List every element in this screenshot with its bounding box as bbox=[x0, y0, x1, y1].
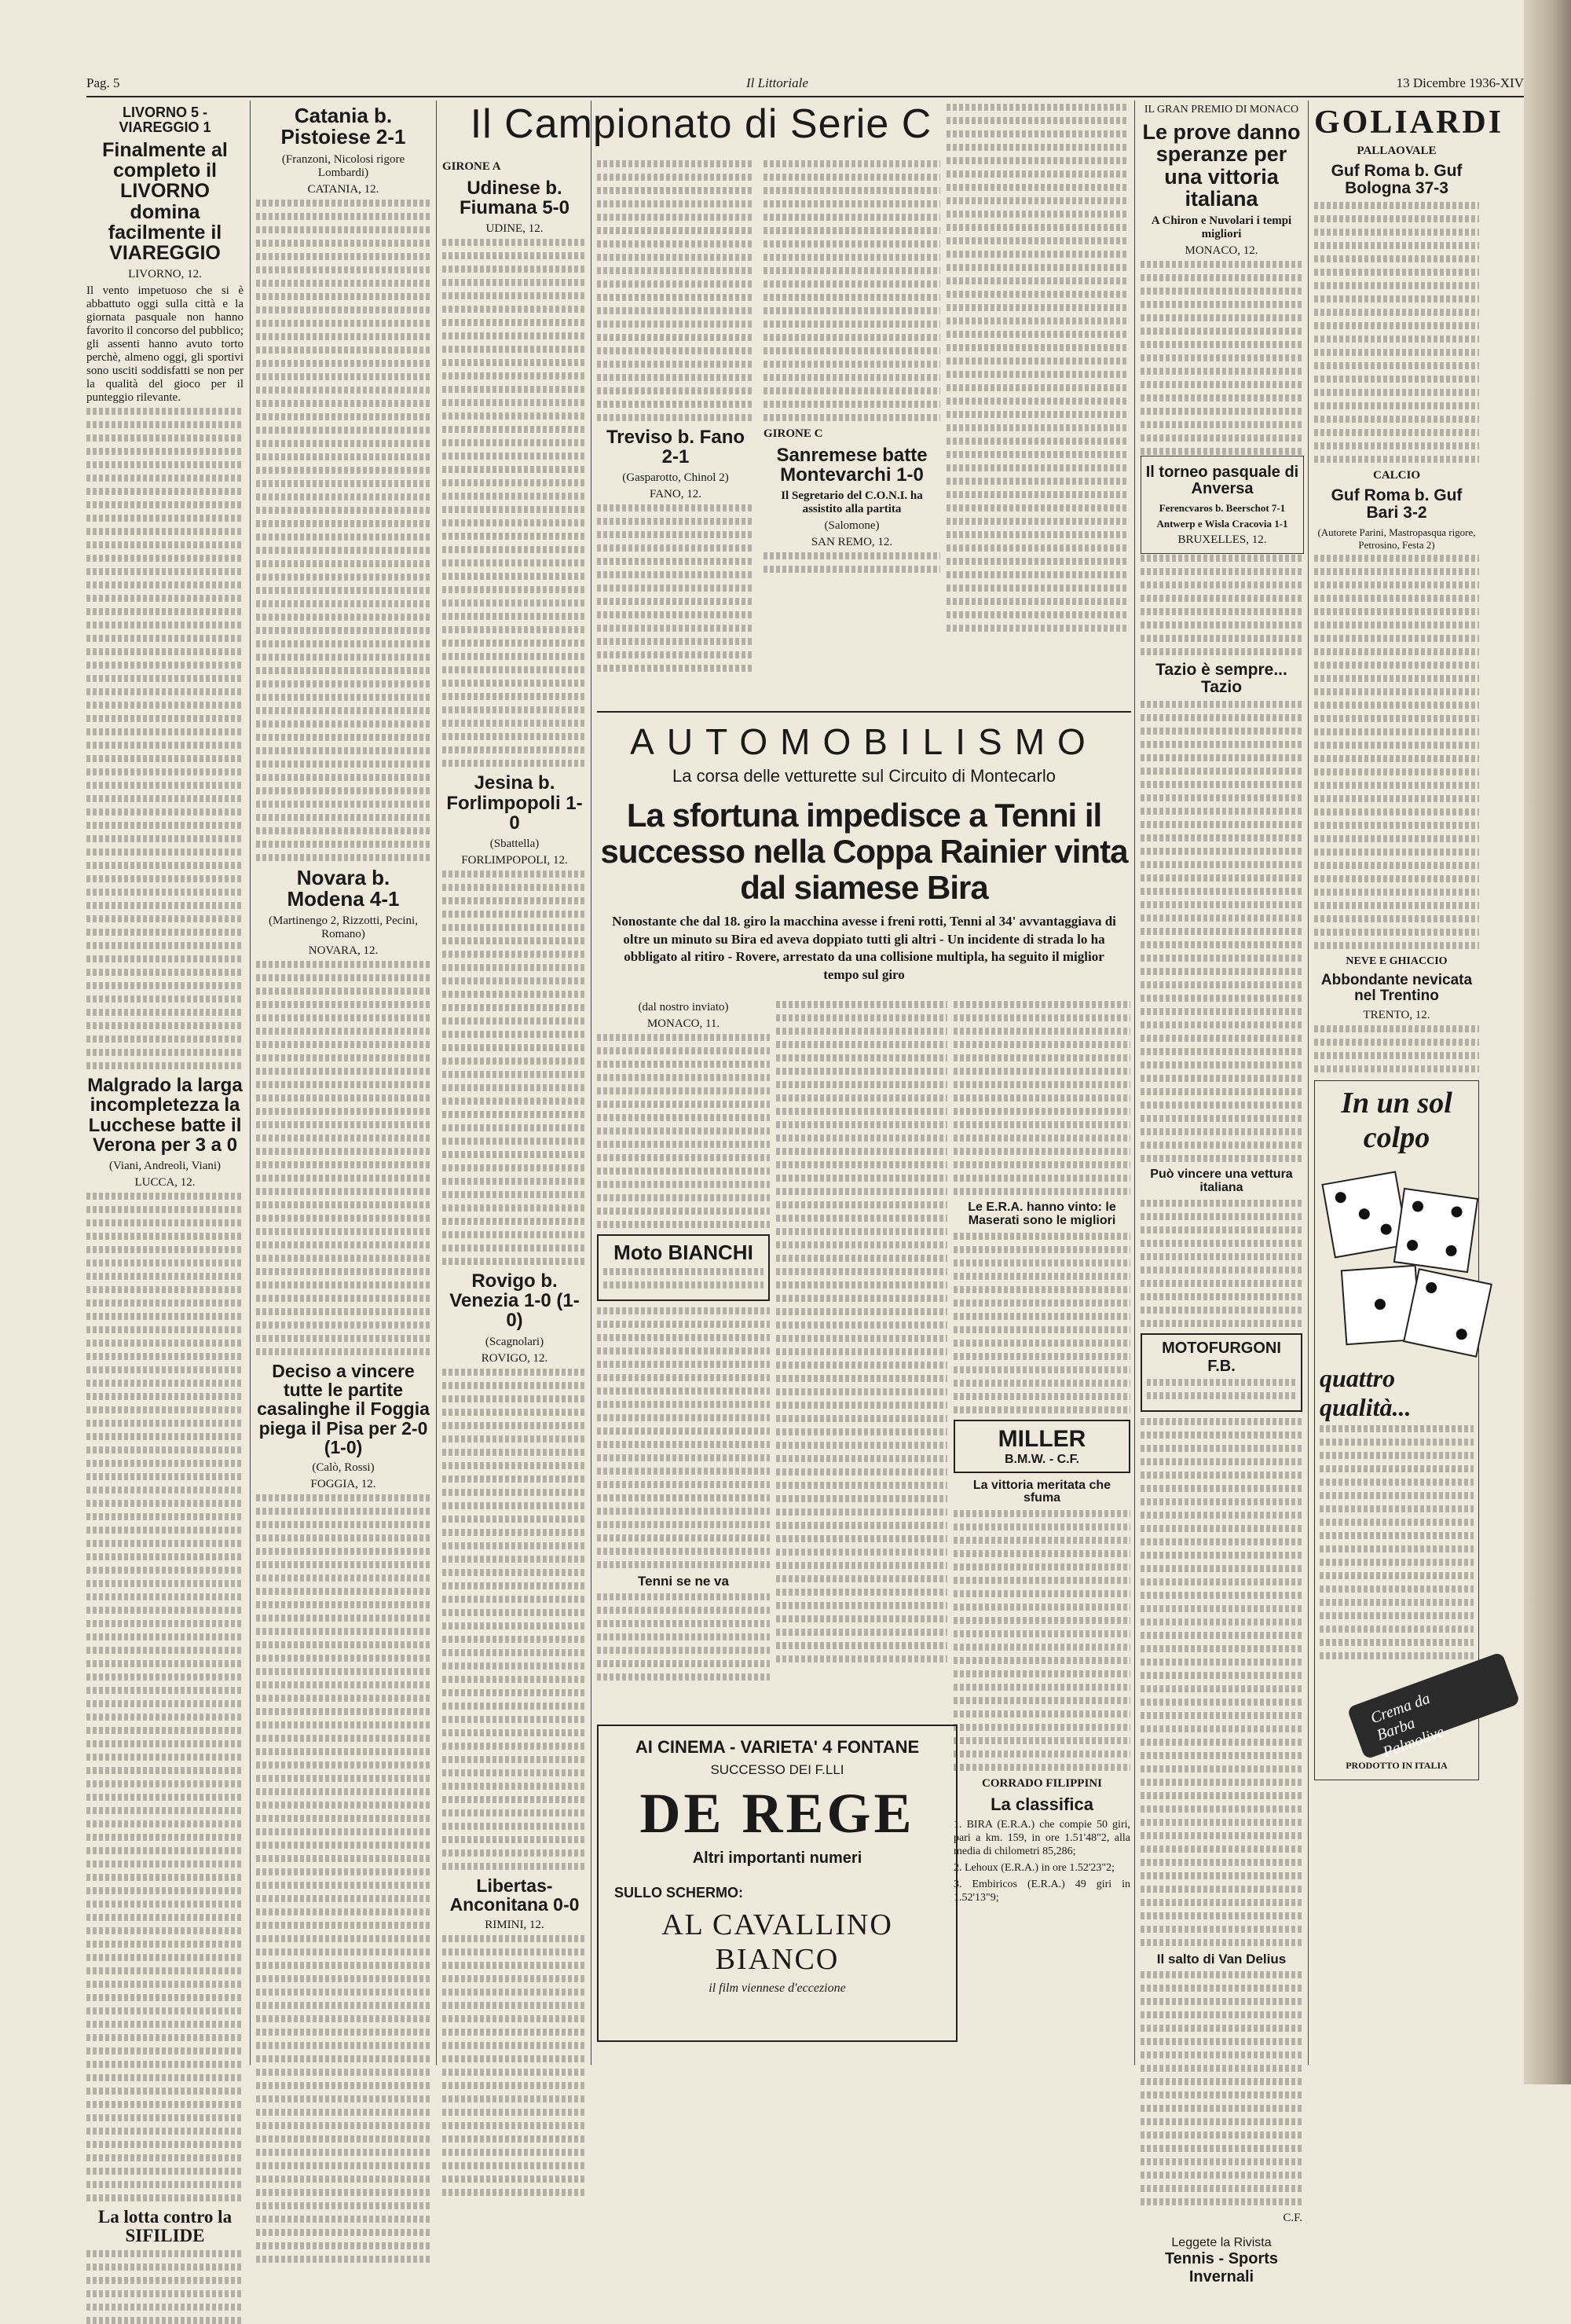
article-body bbox=[597, 160, 754, 421]
section-label: CALCIO bbox=[1372, 469, 1420, 482]
article-body bbox=[256, 961, 430, 1355]
palmolive-advertisement bbox=[1314, 1080, 1479, 1780]
column-divider bbox=[436, 101, 437, 2065]
section-heading: La vittoria meritata che sfuma bbox=[972, 1478, 1111, 1505]
section-banner: Il Campionato di Serie C bbox=[470, 101, 932, 147]
ad-title: Moto BIANCHI bbox=[613, 1241, 753, 1264]
column-gran-premio bbox=[1141, 101, 1302, 2286]
section-heading: Il salto di Van Delius bbox=[1156, 1952, 1287, 1967]
section-heading: Le E.R.A. hanno vinto: le Maserati sono le migliori bbox=[968, 1200, 1116, 1227]
classifica-row: 3. Embiricos (E.R.A.) 49 giri in 1.52'13"9; bbox=[954, 1879, 1130, 1904]
article-headline: Le prove danno speranze per una vittoria italiana bbox=[1142, 120, 1301, 211]
scorers: (Martinengo 2, Rizzotti, Pecini, Romano) bbox=[269, 915, 418, 941]
group-label: GIRONE A bbox=[442, 160, 501, 173]
article-body bbox=[597, 504, 754, 672]
ad-subtitle: B.M.W. - C.F. bbox=[1004, 1452, 1080, 1466]
dice-illustration bbox=[1320, 1161, 1474, 1358]
column-goliardi bbox=[1314, 101, 1504, 2080]
article-body bbox=[1141, 1418, 1302, 1946]
article-headline: Sanremese batte Montevarchi 1-0 bbox=[776, 445, 928, 486]
auto-column-2 bbox=[776, 998, 947, 1709]
tazio-heading: Tazio è sempre... Tazio bbox=[1155, 661, 1287, 697]
dateline: CATANIA, 12. bbox=[307, 182, 379, 196]
cinema-tagline: SUCCESSO DEI F.LLI bbox=[710, 1762, 844, 1777]
cinema-film-desc: il film viennese d'eccezione bbox=[709, 1981, 846, 1995]
article-body bbox=[1314, 555, 1479, 949]
advertisement-body bbox=[1320, 1425, 1474, 1659]
classifica-row: 1. BIRA (E.R.A.) che compie 50 giri, pari a km. 159, in ore 1.51'48"2, alla media di chilometri 85,286; bbox=[954, 1819, 1130, 1858]
kicker: NEVE E GHIACCIO bbox=[1346, 955, 1448, 968]
article-body bbox=[1314, 1025, 1479, 1072]
result-line: Ferencvaros b. Beerschot 7-1 bbox=[1159, 502, 1286, 514]
scorers: (Calò, Rossi) bbox=[312, 1461, 375, 1474]
article-body bbox=[776, 1001, 947, 1662]
cinema-screen-label: SULLO SCHERMO: bbox=[614, 1885, 743, 1901]
ad-title: Tennis - Sports Invernali bbox=[1164, 2249, 1279, 2286]
scorers: (Sbattella) bbox=[489, 837, 540, 850]
article-body bbox=[86, 1193, 244, 2201]
scorers: (Viani, Andreoli, Viani) bbox=[108, 1160, 222, 1173]
classifica-row: 2. Lehoux (E.R.A.) in ore 1.52'23"2; bbox=[954, 1862, 1115, 1875]
article-body bbox=[256, 1494, 430, 2263]
article-body bbox=[597, 1593, 770, 1681]
article-body bbox=[1314, 202, 1479, 463]
column-livorno bbox=[86, 101, 244, 2246]
article-body bbox=[442, 871, 587, 1265]
article-headline: Il torneo pasquale di Anversa bbox=[1145, 464, 1299, 497]
article-headline: Abbondante nevicata nel Trentino bbox=[1320, 972, 1473, 1005]
article-body bbox=[597, 1307, 770, 1568]
advertisement-rivista bbox=[1141, 2231, 1302, 2291]
ad-title: MOTOFURGONI F.B. bbox=[1162, 1340, 1281, 1376]
article-headline: Malgrado la larga incompletezza la Lucchese batte il Verona per 3 a 0 bbox=[87, 1075, 243, 1156]
shaving-cream-tube-illustration bbox=[1320, 1670, 1474, 1761]
score-line: LIVORNO 5 - VIAREGGIO 1 bbox=[119, 104, 211, 135]
result-line: Antwerp e Wisla Cracovia 1-1 bbox=[1156, 518, 1288, 530]
scorers: (Autorete Parini, Mastropasqua rigore, Petrosino, Festa 2) bbox=[1317, 526, 1476, 552]
header-rule bbox=[86, 96, 1524, 97]
article-body bbox=[954, 1001, 1130, 1195]
advertisement-motofurgoni bbox=[1141, 1333, 1302, 1412]
cinema-film-title: AL CAVALLINO BIANCO bbox=[661, 1908, 893, 1976]
article-body bbox=[442, 1935, 587, 2196]
auto-column-3 bbox=[954, 998, 1130, 2051]
automobilismo-section bbox=[597, 711, 1131, 989]
article-lead: Nonostante che dal 18. giro la macchina avesse i freni rotti, Tenni al 34' avvantaggiava di oltre un minuto su Bira ed aveva doppiato tutti gli altri - Un incidente di strada lo ha obbligato al ritiro - Rovere, arrestato da una collisione multipla, ha seguito il miglior tempo sul giro bbox=[612, 913, 1116, 983]
article-headline: Deciso a vincere tutte le partite casalinghe il Foggia piega il Pisa per 2-0 (1-0) bbox=[257, 1361, 430, 1457]
column-divider bbox=[250, 101, 251, 2065]
article-body bbox=[597, 1034, 770, 1228]
binding-edge bbox=[1524, 0, 1571, 2084]
die-icon bbox=[1403, 1268, 1492, 1358]
column-serie-c-c bbox=[764, 157, 940, 699]
article-body bbox=[1141, 1971, 1302, 2205]
article-subheadline: A Chiron e Nuvolari i tempi migliori bbox=[1151, 214, 1292, 241]
advertisement-title: La lotta contro la SIFILIDE bbox=[97, 2207, 233, 2246]
article-headline: Libertas-Anconitana 0-0 bbox=[449, 1875, 580, 1915]
article-body bbox=[764, 552, 940, 573]
article-headline: Rovigo b. Venezia 1-0 (1-0) bbox=[449, 1270, 580, 1332]
article-body bbox=[256, 200, 430, 861]
article-body bbox=[442, 1369, 587, 1870]
article-headline: Catania b. Pistoiese 2-1 bbox=[280, 104, 406, 149]
dateline: TRENTO, 12. bbox=[1363, 1009, 1430, 1022]
section-heading: Tenni se ne va bbox=[638, 1574, 729, 1589]
article-subheadline: Il Segretario del C.O.N.I. ha assistito alla partita bbox=[781, 489, 923, 516]
dateline: SAN REMO, 12. bbox=[811, 536, 893, 549]
dateline: FANO, 12. bbox=[650, 488, 701, 501]
ad-title: MILLER bbox=[998, 1425, 1086, 1452]
page-date: 13 Dicembre 1936-XIV bbox=[1396, 75, 1524, 90]
dateline: LIVORNO, 12. bbox=[128, 268, 202, 281]
advertisement-body bbox=[86, 2250, 244, 2324]
column-serie-c-d bbox=[947, 101, 1129, 698]
column-divider bbox=[1134, 101, 1135, 2065]
anversa-box bbox=[1141, 456, 1304, 554]
section-subtitle: La corsa delle vetturette sul Circuito di Montecarlo bbox=[672, 766, 1056, 786]
scorers: (Gasparotto, Chinol 2) bbox=[622, 471, 729, 485]
article-body bbox=[947, 104, 1129, 632]
scorers: (Franzoni, Nicolosi rigore Lombardi) bbox=[281, 152, 405, 179]
advertisement-miller bbox=[954, 1420, 1130, 1473]
column-serie-c-b bbox=[597, 157, 754, 699]
section-title: GOLIARDI bbox=[1314, 104, 1504, 141]
dateline: UDINE, 12. bbox=[485, 222, 544, 236]
cinema-advertisement bbox=[597, 1725, 958, 2042]
article-headline: Novara b. Modena 4-1 bbox=[287, 865, 400, 911]
cinema-act: DE REGE bbox=[639, 1782, 915, 1845]
article-headline: Guf Roma b. Guf Bologna 37-3 bbox=[1331, 162, 1463, 198]
byline: (dal nostro inviato) bbox=[638, 1001, 729, 1014]
dateline: RIMINI, 12. bbox=[485, 1918, 544, 1931]
dateline: NOVARA, 12. bbox=[308, 944, 379, 958]
column-catania bbox=[256, 101, 430, 2080]
dateline: MONACO, 12. bbox=[1185, 244, 1258, 258]
kicker: IL GRAN PREMIO DI MONACO bbox=[1144, 104, 1299, 115]
auto-column-1 bbox=[597, 998, 770, 1709]
author: CORRADO FILIPPINI bbox=[982, 1777, 1102, 1791]
article-headline: Treviso b. Fano 2-1 bbox=[606, 427, 745, 468]
article-body bbox=[442, 239, 587, 767]
dateline: FORLIMPOPOLI, 12. bbox=[461, 853, 568, 867]
masthead: Il Littoriale bbox=[746, 75, 808, 90]
article-headline: Jesina b. Forlimpopoli 1-0 bbox=[446, 772, 583, 834]
cinema-venue: AI CINEMA - VARIETA' 4 FONTANE bbox=[635, 1737, 920, 1757]
ad-line: Leggete la Rivista bbox=[1171, 2235, 1272, 2249]
dateline: LUCCA, 12. bbox=[134, 1176, 196, 1189]
main-headline: La sfortuna impedisce a Tenni il successo nella Coppa Rainier vinta dal siamese Bira bbox=[600, 797, 1128, 907]
dateline: MONACO, 11. bbox=[646, 1017, 720, 1030]
section-title: AUTOMOBILISMO bbox=[630, 721, 1098, 762]
cinema-extra: Altri importanti numeri bbox=[692, 1849, 862, 1867]
section-label: PALLAOVALE bbox=[1357, 145, 1437, 157]
article-body bbox=[954, 1510, 1130, 1771]
advertisement-bianchi bbox=[597, 1234, 770, 1301]
article-headline: Finalmente al completo il LIVORNO domina facilmente il VIAREGGIO bbox=[102, 138, 228, 265]
article-body bbox=[1141, 701, 1302, 1162]
scorers: (Salomone) bbox=[824, 519, 880, 533]
ad-slogan: quattro qualità... bbox=[1320, 1364, 1412, 1422]
column-serie-c-a bbox=[442, 157, 587, 2074]
product-label: Crema da Barba Palmolive bbox=[1368, 1689, 1447, 1761]
scorers: (Scagnolari) bbox=[485, 1335, 544, 1348]
page-number: Pag. 5 bbox=[86, 75, 120, 90]
dateline: BRUXELLES, 12. bbox=[1177, 533, 1267, 546]
dateline: ROVIGO, 12. bbox=[481, 1351, 548, 1365]
die-icon bbox=[1393, 1188, 1478, 1273]
ad-title: In un sol colpo bbox=[1341, 1087, 1452, 1155]
article-lead: Il vento impetuoso che si è abbattuto oggi sulla città e la giornata pasquale non hanno favorito il concorso del pubblico; gli assenti hanno avuto torto perchè, almeno oggi, gli sportivi sono usciti soddisfatti se non per la qualità del gioco per il punteggio rilevante. bbox=[86, 284, 244, 405]
author: C.F. bbox=[1283, 2211, 1302, 2224]
section-heading: Può vincere una vettura italiana bbox=[1150, 1167, 1293, 1195]
page-header bbox=[86, 75, 1524, 96]
dateline: FOGGIA, 12. bbox=[310, 1477, 376, 1490]
article-headline: Guf Roma b. Guf Bari 3-2 bbox=[1331, 486, 1463, 522]
classifica-heading: La classifica bbox=[991, 1794, 1093, 1815]
column-divider bbox=[1308, 101, 1309, 2065]
article-body bbox=[954, 1233, 1130, 1413]
group-label: GIRONE C bbox=[764, 427, 823, 440]
article-body bbox=[86, 408, 244, 1069]
ad-made-in: PRODOTTO IN ITALIA bbox=[1346, 1760, 1448, 1772]
article-body bbox=[764, 160, 940, 421]
article-body bbox=[1141, 1200, 1302, 1327]
article-headline: Udinese b. Fiumana 5-0 bbox=[459, 178, 570, 219]
